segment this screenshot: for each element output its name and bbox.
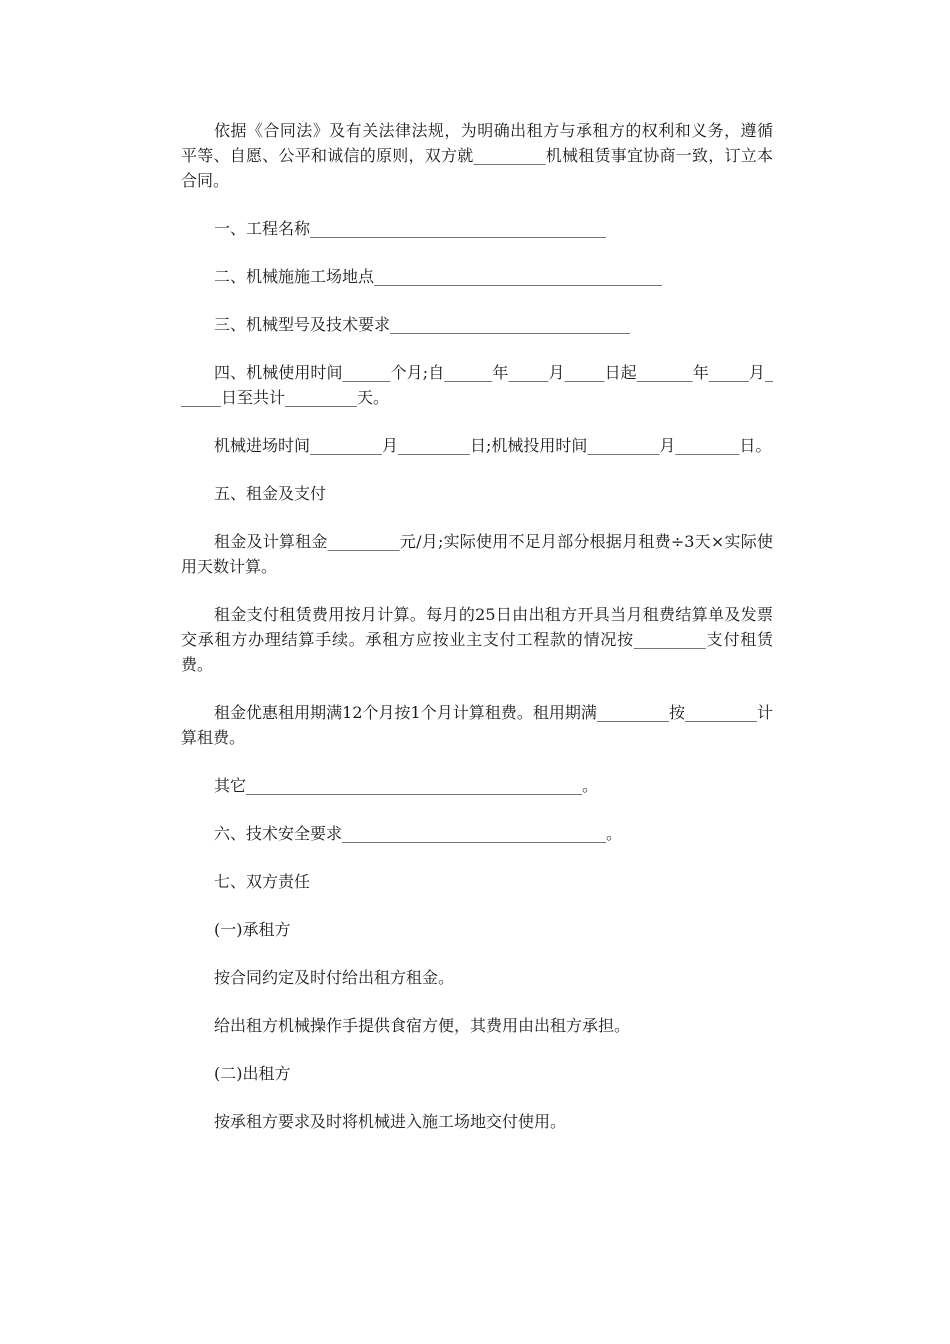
lessee-duty-paragraph: 给出租方机械操作手提供食宿方便，其费用由出租方承担。 bbox=[214, 1016, 631, 1035]
entry-time-clause: 机械进场时间_________月_________日;机械投用时间_________月________日。 bbox=[214, 436, 772, 455]
lessee-subheading: (一)承租方 bbox=[214, 920, 291, 939]
rent-calculation-paragraph: 租金及计算租金_________元/月;实际使用不足月部分根据月租费÷3天×实际使用天数计算。 bbox=[181, 532, 773, 576]
lessor-subheading: (二)出租方 bbox=[214, 1064, 291, 1083]
responsibilities-heading: 七、双方责任 bbox=[214, 872, 311, 891]
lessor-duty-paragraph: 按承租方要求及时将机械进入施工场地交付使用。 bbox=[214, 1112, 567, 1131]
project-name-clause: 一、工程名称_____________________________________ bbox=[214, 219, 607, 238]
lessee-duty-paragraph: 按合同约定及时付给出租方租金。 bbox=[214, 968, 455, 987]
rent-discount-paragraph: 租金优惠租用期满12个月按1个月计算租费。租用期满_________按_________计算租费。 bbox=[181, 703, 773, 747]
other-terms-paragraph: 其它__________________________________________。 bbox=[214, 776, 599, 795]
rent-payment-paragraph: 租金支付租赁费用按月计算。每月的25日由出租方开具当月租费结算单及发票交承租方办理结算手续。承租方应按业主支付工程款的情况按_________支付租赁费。 bbox=[181, 605, 773, 674]
site-location-clause: 二、机械施施工场地点____________________________________ bbox=[214, 267, 663, 286]
preamble-paragraph: 依据《合同法》及有关法律法规，为明确出租方与承租方的权利和义务，遵循平等、自愿、公平和诚信的原则，双方就_________机械租赁事宜协商一致，订立本合同。 bbox=[181, 121, 773, 190]
rent-payment-heading: 五、租金及支付 bbox=[214, 484, 327, 503]
machine-model-clause: 三、机械型号及技术要求______________________________ bbox=[214, 315, 631, 334]
contract-body bbox=[181, 118, 773, 1157]
usage-period-clause: 四、机械使用时间______个月;自______年_____月_____日起_______年_____月______日至共计_________天。 bbox=[181, 363, 773, 407]
safety-requirements-clause: 六、技术安全要求_________________________________。 bbox=[214, 824, 623, 843]
